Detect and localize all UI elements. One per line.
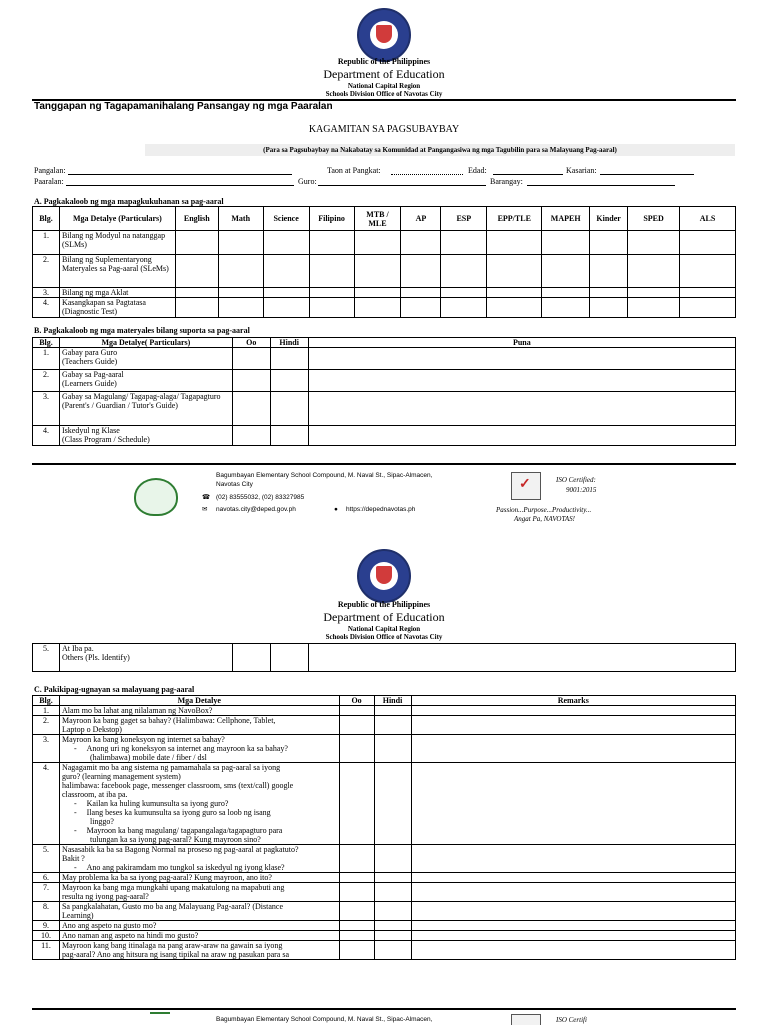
table-row	[33, 883, 736, 902]
row-line: pag-aaral? Ano ang hitsura ng isang tipikal na araw ng pasukan para sa	[61, 950, 289, 959]
row-line: Ano ang aspeto na gusto mo?	[61, 921, 157, 930]
deped-seal-icon	[357, 8, 411, 62]
dept-text: Department of Education	[323, 610, 445, 624]
iso-num: 9001:2015	[566, 486, 597, 494]
row-line: halimbawa: facebook page, messenger classroom, sms (text/call) google	[61, 781, 294, 790]
col-header: Hindi	[374, 696, 411, 706]
table-row	[33, 644, 736, 672]
col-header: Kinder	[590, 207, 628, 231]
section-c-table	[32, 695, 736, 960]
section-b-title: B. Pagkakaloob ng mga materyales bilang suporta sa pag-aaral	[34, 326, 250, 335]
col-header: Blg.	[33, 338, 60, 348]
col-header: MAPEH	[542, 207, 590, 231]
footer-address1: Bagumbayan Elementary School Compound, M. Naval St., Sipac-Almacen,	[216, 1016, 433, 1023]
taon-field[interactable]	[391, 174, 463, 175]
row-line: (Teachers Guide)	[61, 357, 118, 366]
col-header: ESP	[441, 207, 487, 231]
table-row	[33, 348, 736, 370]
table-row	[33, 426, 736, 446]
col-header: English	[175, 207, 218, 231]
kasarian-field[interactable]	[600, 174, 694, 175]
row-line: classroom, at iba pa.	[61, 790, 128, 799]
row-num: 8.	[33, 902, 60, 921]
iso-logo-icon	[511, 472, 541, 500]
col-header: Math	[218, 207, 263, 231]
row-num: 1.	[33, 706, 60, 716]
row-num: 2.	[33, 255, 60, 288]
col-header: Hindi	[270, 338, 308, 348]
row-text	[59, 921, 339, 931]
row-line: Nasasabik ka ba sa Bagong Normal na proseso ng pag-aaral at pagkatuto?	[61, 845, 299, 854]
table-row	[33, 941, 736, 960]
row-num: 11.	[33, 941, 60, 960]
row-bullet: - Mayroon ka bang magulang/ tagapangalaga/tagapagturo para	[62, 826, 337, 835]
office-text: Tanggapan ng Tagapamanihalang Pansangay ng mga Paaralan	[34, 101, 333, 112]
deped-seal-icon	[357, 549, 411, 603]
table-row	[33, 921, 736, 931]
phone-icon: ☎	[202, 494, 211, 501]
row-bullet: - Kailan ka huling kumunsulta sa iyong guro?	[62, 799, 337, 808]
col-header: Mga Detalye( Particulars)	[59, 338, 232, 348]
iso-text: ISO Certified:	[556, 476, 596, 484]
row-text: Kasangkapan sa Pagtatasa (Diagnostic Test)	[59, 298, 175, 318]
table-row	[33, 716, 736, 735]
footer-web[interactable]: https://depednavotas.ph	[346, 506, 416, 513]
table-row	[33, 931, 736, 941]
row-line: resulta ng iyong pag-aaral?	[61, 892, 149, 901]
division-text: Schools Division Office of Navotas City	[325, 90, 443, 98]
row-num: 3.	[33, 735, 60, 763]
table-row	[33, 288, 736, 298]
col-header: Science	[263, 207, 309, 231]
row-bullet: - Ilang beses ka kumunsulta sa iyong guro sa loob ng isang	[62, 808, 337, 817]
row-line: Mayroon kang bang itinalaga na pang araw-araw na gawain sa iyong	[61, 941, 283, 950]
guro-label: Guro:	[298, 177, 317, 186]
kasarian-label: Kasarian:	[566, 166, 597, 175]
col-header: Oo	[232, 338, 270, 348]
row-line: Gabay para Guro	[61, 348, 118, 357]
paaralan-field[interactable]	[66, 185, 294, 186]
row-line: May problema ka ba sa iyong pag-aaral? Kung mayroon, ano ito?	[61, 873, 272, 882]
table-row	[33, 706, 736, 716]
row-text	[59, 370, 232, 392]
row-num: 2.	[33, 370, 60, 392]
col-header: Oo	[339, 696, 374, 706]
row-text	[59, 883, 339, 902]
row-line: (Learners Guide)	[61, 379, 117, 388]
row-text	[59, 348, 232, 370]
row-line: Laptop o Dekstop)	[61, 725, 122, 734]
pangalan-field[interactable]	[68, 174, 292, 175]
row-line: Mayroon ka bang mga mungkahi upang makatulong na mapabuti ang	[61, 883, 285, 892]
row-line: Others (Pls. Identify)	[61, 653, 130, 662]
table-row	[33, 763, 736, 845]
iso-text: ISO Certifi	[556, 1016, 587, 1024]
col-header: Mga Detalye (Particulars)	[59, 207, 175, 231]
barangay-label: Barangay:	[490, 177, 523, 186]
republic-text: Republic of the Philippines	[337, 57, 431, 66]
row-line: (Parent's / Guardian / Tutor's Guide)	[61, 401, 178, 410]
col-header: Blg.	[33, 207, 60, 231]
row-text	[59, 902, 339, 921]
row-num: 4.	[33, 298, 60, 318]
region-text: National Capital Region	[347, 82, 421, 90]
row-text	[59, 941, 339, 960]
row-line: Learning)	[61, 911, 94, 920]
row-line: At Iba pa.	[61, 644, 94, 653]
form-subtitle: (Para sa Pagsubaybay na Nakabatay sa Komunidad at Pangangasiwa ng mga Tagubilin para sa Malayuang Pag-aaral)	[145, 144, 735, 156]
col-header: SPED	[628, 207, 680, 231]
row-text	[59, 716, 339, 735]
row-bullet: - Anong uri ng koneksyon sa internet ang mayroon ka sa bahay?	[62, 744, 337, 753]
row-text	[59, 735, 339, 763]
row-num: 5.	[33, 644, 60, 672]
paaralan-label: Paaralan:	[34, 177, 64, 186]
table-row	[33, 231, 736, 255]
table-row	[33, 873, 736, 883]
footer-address2: Navotas City	[216, 481, 253, 488]
table-row	[33, 902, 736, 921]
pangalan-label: Pangalan:	[34, 166, 66, 175]
email-icon: ✉	[202, 506, 208, 513]
row-line: Sa pangkalahatan, Gusto mo ba ang Malayuang Pag-aaral? (Distance	[61, 902, 283, 911]
row-line: Nagagamit mo ba ang sistema ng pamamahala sa pag-aaral sa iyong	[61, 763, 281, 772]
col-header: Remarks	[411, 696, 735, 706]
row-line: Iskedyul ng Klase	[61, 426, 120, 435]
row-text	[59, 845, 339, 873]
row-text	[59, 644, 232, 672]
row-bullet: tulungan ka sa iyong pag-aaral? Kung mayroon sino?	[89, 835, 261, 844]
barangay-field[interactable]	[527, 185, 675, 186]
republic-text: Republic of the Philippines	[337, 600, 431, 609]
dept-text: Department of Education	[323, 67, 445, 81]
taon-label: Taon at Pangkat:	[327, 166, 381, 175]
row-num: 6.	[33, 873, 60, 883]
row-num: 3.	[33, 392, 60, 426]
table-row	[33, 298, 736, 318]
row-num: 1.	[33, 231, 60, 255]
col-header: Mga Detalye	[59, 696, 339, 706]
table-row	[33, 370, 736, 392]
row-line: Gabay sa Magulang/ Tagapag-alaga/ Tagapagturo	[61, 392, 221, 401]
row-text	[59, 931, 339, 941]
col-header: MTB / MLE	[354, 207, 401, 231]
row-num: 5.	[33, 845, 60, 873]
section-c-title: C. Pakikipag-ugnayan sa malayuang pag-aaral	[34, 685, 195, 694]
motto2: Angat Pa, NAVOTAS!	[514, 515, 575, 523]
region-text: National Capital Region	[347, 625, 421, 633]
col-header: ALS	[680, 207, 736, 231]
row-num: 2.	[33, 716, 60, 735]
row-num: 7.	[33, 883, 60, 902]
col-header: AP	[401, 207, 441, 231]
section-b-continued	[32, 643, 736, 672]
row-line: Bakit ?	[61, 854, 85, 863]
form-title: KAGAMITAN SA PAGSUBAYBAY	[308, 124, 460, 135]
row-num: 1.	[33, 348, 60, 370]
edad-label: Edad:	[468, 166, 487, 175]
footer-divider	[32, 1008, 736, 1010]
row-text	[59, 873, 339, 883]
footer-divider	[32, 463, 736, 465]
edad-field[interactable]	[493, 174, 563, 175]
web-icon: ●	[334, 506, 338, 513]
row-line: Alam mo ba lahat ang nilalaman ng NavoBox?	[61, 706, 213, 715]
footer-address1: Bagumbayan Elementary School Compound, M. Naval St., Sipac-Almacen,	[216, 472, 433, 479]
row-line: (Class Program / Schedule)	[61, 435, 150, 444]
row-line: Mayroon ka bang gaget sa bahay? (Halimbawa: Cellphone, Tablet,	[61, 716, 276, 725]
row-bullet: - Ano ang pakiramdam mo tungkol sa iskedyul ng iyong klase?	[62, 863, 337, 872]
row-text	[59, 392, 232, 426]
row-text: Bilang ng Modyul na natanggap (SLMs)	[59, 231, 175, 255]
col-header: Blg.	[33, 696, 60, 706]
row-line: Mayroon ka bang koneksyon ng internet sa bahay?	[61, 735, 225, 744]
row-line: Ano naman ang aspeto na hindi mo gusto?	[61, 931, 199, 940]
row-text: Bilang ng mga Aklat	[59, 288, 175, 298]
row-bullet: (halimbawa) mobile date / fiber / dsl	[89, 753, 207, 762]
row-text	[59, 763, 339, 845]
row-line: Gabay sa Pag-aaral	[61, 370, 124, 379]
iso-logo-icon	[511, 1014, 541, 1025]
section-a-table	[32, 206, 736, 318]
row-num: 3.	[33, 288, 60, 298]
row-num: 4.	[33, 763, 60, 845]
col-header: Puna	[308, 338, 735, 348]
row-text	[59, 426, 232, 446]
footer-email[interactable]: navotas.city@deped.gov.ph	[216, 506, 296, 513]
row-text	[59, 706, 339, 716]
guro-field[interactable]	[318, 185, 486, 186]
table-row	[33, 255, 736, 288]
section-a-title: A. Pagkakaloob ng mga mapagkukuhanan sa pag-aaral	[34, 197, 224, 206]
row-bullet: linggo?	[89, 817, 114, 826]
table-row	[33, 845, 736, 873]
motto1: Passion...Purpose...Productivity...	[496, 506, 592, 514]
col-header: EPP/TLE	[487, 207, 542, 231]
table-row	[33, 735, 736, 763]
table-row	[33, 392, 736, 426]
row-num: 9.	[33, 921, 60, 931]
footer-phone: (02) 83555032, (02) 83327985	[216, 494, 305, 501]
row-line: guro? (learning management system)	[61, 772, 181, 781]
row-num: 4.	[33, 426, 60, 446]
col-header: Filipino	[309, 207, 354, 231]
section-b-table	[32, 337, 736, 446]
division-text: Schools Division Office of Navotas City	[325, 633, 443, 641]
school-logo-icon	[134, 478, 178, 516]
row-num: 10.	[33, 931, 60, 941]
row-text: Bilang ng Suplementaryong Materyales sa Pag-aaral (SLeMs)	[59, 255, 175, 288]
